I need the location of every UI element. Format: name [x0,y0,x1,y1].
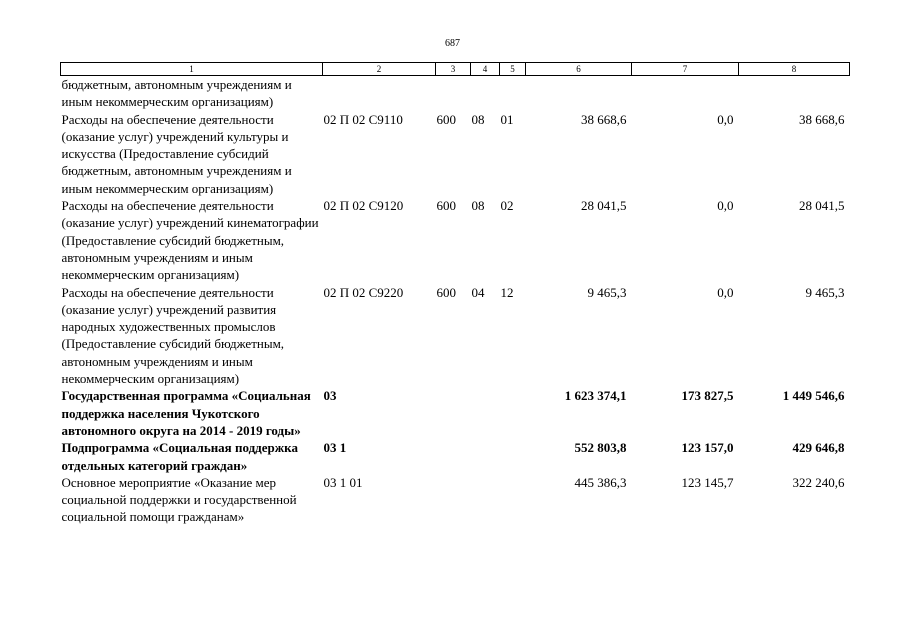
table-row [61,387,850,439]
item-name: Подпрограмма «Социальная поддержка отдельных категорий граждан» [61,440,298,473]
amount-regional: 322 240,6 [792,474,845,490]
amount-regional: 429 646,8 [792,440,845,456]
item-name: Государственная программа «Социальная поддержка населения Чукотского автономного округа на 2014 - 2019 годы» [61,388,311,438]
program-code [323,76,436,111]
subsection [500,387,526,439]
amount-federal: 0,0 [717,284,734,300]
amount-regional: 1 449 546,6 [782,388,845,404]
column-header: 5 [500,63,526,76]
amount-federal: 173 827,5 [681,388,734,404]
column-header: 4 [471,63,500,76]
item-name: Расходы на обеспечение деятельности (оказание услуг) учреждений развития народных художественных промыслов (Предоставление субсидий бюджетным, автономным учреждениям и иным некоммерческим организациям) [61,284,285,387]
section [471,387,500,439]
section: 08 [471,198,485,214]
table-row [61,474,850,526]
table-row [61,76,850,111]
amount-total: 445 386,3 [574,474,627,490]
table-row [61,284,850,388]
expense-type: 600 [436,198,456,214]
amount-total [526,76,632,111]
expense-type: 600 [436,111,456,127]
amount-total: 9 465,3 [587,284,627,300]
column-header: 8 [739,63,850,76]
expense-type: 600 [436,284,456,300]
section [471,474,500,526]
amount-total: 1 623 374,1 [564,388,627,404]
table-header-row [61,63,850,76]
section [471,439,500,474]
item-name: Расходы на обеспечение деятельности (оказание услуг) учреждений кинематографии (Предоставление субсидий бюджетным, автономным учреждениям и иным некоммерческим организациям) [61,198,319,283]
amount-total: 28 041,5 [581,198,627,214]
item-name: Расходы на обеспечение деятельности (оказание услуг) учреждений культуры и искусства (Предоставление субсидий бюджетным, автономным учреждениям и иным некоммерческим организациям) [61,111,292,196]
amount-federal: 0,0 [717,111,734,127]
amount-regional: 28 041,5 [799,198,845,214]
subsection: 01 [500,111,514,127]
table-row [61,439,850,474]
amount-regional: 38 668,6 [799,111,845,127]
program-code: 03 1 01 [323,474,363,490]
amount-regional [739,76,850,111]
amount-regional: 9 465,3 [805,284,845,300]
table-row [61,197,850,283]
column-header: 3 [436,63,471,76]
item-name: Основное мероприятие «Оказание мер социальной поддержки и государственной социальной помощи гражданам» [61,474,297,525]
expense-type [436,387,471,439]
budget-table [60,62,850,526]
column-header: 7 [632,63,739,76]
subsection: 02 [500,198,514,214]
program-code: 02 П 02 С9120 [323,198,404,214]
amount-total: 552 803,8 [574,440,627,456]
expense-type [436,474,471,526]
program-code: 02 П 02 С9220 [323,284,404,300]
amount-federal: 123 145,7 [681,474,734,490]
subsection [500,439,526,474]
section: 04 [471,284,485,300]
program-code: 02 П 02 С9110 [323,111,403,127]
program-code: 03 1 [323,440,347,456]
amount-total: 38 668,6 [581,111,627,127]
subsection: 12 [500,284,514,300]
amount-federal: 0,0 [717,198,734,214]
item-name: бюджетным, автономным учреждениям и иным некоммерческим организациям) [61,77,292,110]
column-header: 2 [323,63,436,76]
table-row [61,111,850,197]
expense-type [436,439,471,474]
section [471,76,500,111]
column-header: 6 [526,63,632,76]
subsection [500,474,526,526]
page-number: 687 [445,38,460,49]
amount-federal: 123 157,0 [681,440,734,456]
subsection [500,76,526,111]
amount-federal [632,76,739,111]
expense-type [436,76,471,111]
column-header: 1 [61,63,323,76]
program-code: 03 [323,388,337,404]
section: 08 [471,111,485,127]
